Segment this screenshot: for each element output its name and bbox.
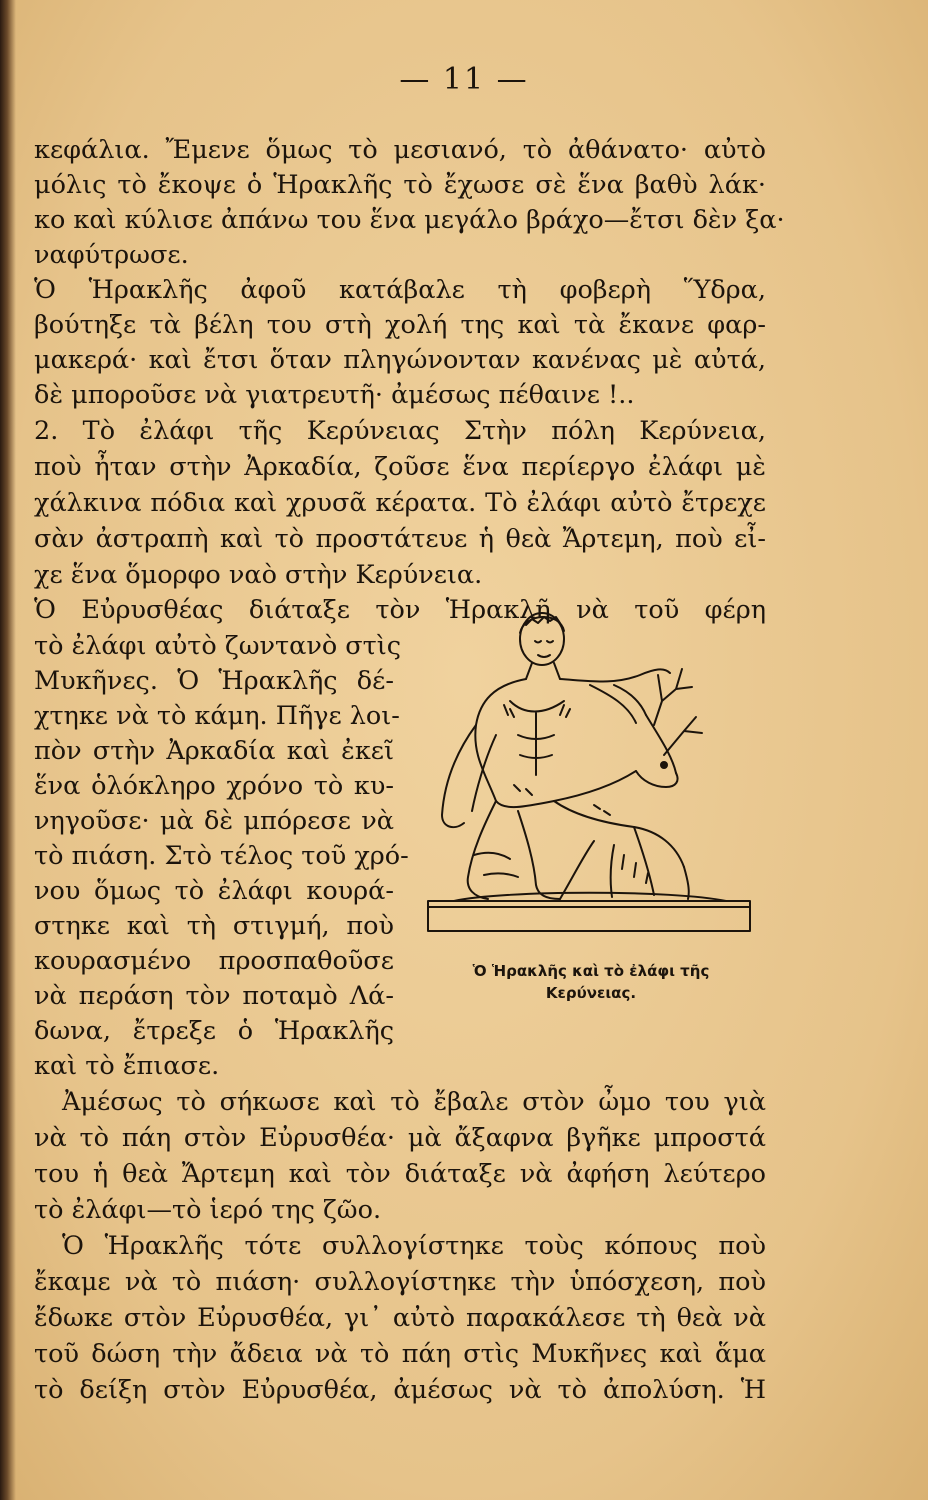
text-line: νὰ τὸ πάη στὸν Εὐρυσθέα· μὰ ἄξαφνα βγῆκε μπροστά (34, 1123, 766, 1153)
text-line: καὶ τὸ ἔπιασε. (34, 1051, 220, 1081)
text-line: τὸ πιάση. Στὸ τέλος τοῦ χρό- (34, 841, 409, 871)
text-line: νηγοῦσε· μὰ δὲ μπόρεσε νὰ (34, 806, 394, 836)
heracles-and-deer-illustration (414, 605, 764, 957)
text-line: ἔκαμε νὰ τὸ πιάση· συλλογίστηκε τὴν ὑπόσχεση, ποὺ (34, 1267, 766, 1297)
text-line: νου ὅμως τὸ ἐλάφι κουρά- (34, 876, 394, 906)
text-line: πὸν στὴν Ἀρκαδία καὶ ἐκεῖ (34, 736, 394, 766)
text-line: χε ἕνα ὅμορφο ναὸ στὴν Κερύνεια. (34, 560, 483, 590)
text-line: ναφύτρωσε. (34, 240, 189, 270)
text-line: κουρασμένο προσπαθοῦσε (34, 946, 394, 976)
illustration-caption-line2: Κερύνειας. (545, 984, 637, 1002)
section-heading-line: 2. Τὸ ἐλάφι τῆς Κερύνειας Στὴν πόλη Κερύνεια, (34, 416, 766, 446)
text-line: κο καὶ κύλισε ἀπάνω του ἕνα μεγάλο βράχο—ἔτσι δὲν ξα· (34, 205, 785, 235)
text-line: τὸ ἐλάφι αὐτὸ ζωντανὸ στὶς (34, 631, 402, 661)
text-line: Μυκῆνες. Ὁ Ἡρακλῆς δέ- (34, 666, 394, 696)
text-line: Ἀμέσως τὸ σήκωσε καὶ τὸ ἔβαλε στὸν ὦμο του γιὰ (62, 1087, 766, 1117)
text-line: χτηκε νὰ τὸ κάμη. Πῆγε λοι- (34, 701, 400, 731)
text-line: σὰν ἀστραπὴ καὶ τὸ προστάτευε ἡ θεὰ Ἄρτεμη, ποὺ εἶ- (34, 524, 766, 554)
text-line: Ὁ Εὐρυσθέας διάταξε τὸν Ἡρακλῆ νὰ τοῦ φέρη (34, 595, 766, 625)
text-line: βούτηξε τὰ βέλη του στὴ χολή της καὶ τὰ ἔκανε φαρ- (34, 310, 766, 340)
text-line: του ἡ θεὰ Ἄρτεμη καὶ τὸν διάταξε νὰ ἀφήση λεύτερο (34, 1159, 766, 1189)
binding-edge (0, 0, 16, 1500)
text-line: τοῦ δώση τὴν ἄδεια νὰ τὸ πάη στὶς Μυκῆνες καὶ ἅμα (34, 1339, 766, 1369)
text-line: νὰ περάση τὸν ποταμὸ Λά- (34, 981, 394, 1011)
text-line: δὲ μποροῦσε νὰ γιατρευτῆ· ἀμέσως πέθαινε !.. (34, 380, 635, 410)
page-number: — 11 — (399, 62, 529, 97)
text-line: κεφάλια. Ἔμενε ὅμως τὸ μεσιανό, τὸ ἀθάνατο· αὐτὸ (34, 135, 766, 165)
illustration-caption-line1: Ὁ Ἡρακλῆς καὶ τὸ ἐλάφι τῆς (472, 962, 710, 980)
text-line: Ὁ Ἡρακλῆς ἀφοῦ κατάβαλε τὴ φοβερὴ Ὕδρα, (34, 275, 766, 305)
text-line: χάλκινα πόδια καὶ χρυσᾶ κέρατα. Τὸ ἐλάφι αὐτὸ ἔτρεχε (34, 488, 766, 518)
text-line: μακερά· καὶ ἔτσι ὅταν πληγώνονταν κανένας μὲ αὐτά, (34, 345, 766, 375)
text-line: Ὁ Ἡρακλῆς τότε συλλογίστηκε τοὺς κόπους ποὺ (62, 1231, 766, 1261)
text-line: μόλις τὸ ἔκοψε ὁ Ἡρακλῆς τὸ ἔχωσε σὲ ἕνα βαθὺ λάκ· (34, 170, 766, 200)
text-line: ἔδωκε στὸν Εὐρυσθέα, γι᾽ αὐτὸ παρακάλεσε τὴ θεὰ νὰ (34, 1303, 766, 1333)
text-line: τὸ ἐλάφι—τὸ ἱερό της ζῶο. (34, 1195, 382, 1225)
text-line: στηκε καὶ τὴ στιγμή, ποὺ (34, 911, 394, 941)
text-line: τὸ δείξη στὸν Εὐρυσθέα, ἀμέσως νὰ τὸ ἀπολύση. Ἡ (34, 1375, 766, 1405)
text-line: ἕνα ὁλόκληρο χρόνο τὸ κυ- (34, 771, 394, 801)
text-line: δωνα, ἔτρεξε ὁ Ἡρακλῆς (34, 1016, 394, 1046)
text-line: ποὺ ἦταν στὴν Ἀρκαδία, ζοῦσε ἕνα περίεργο ἐλάφι μὲ (34, 452, 766, 482)
